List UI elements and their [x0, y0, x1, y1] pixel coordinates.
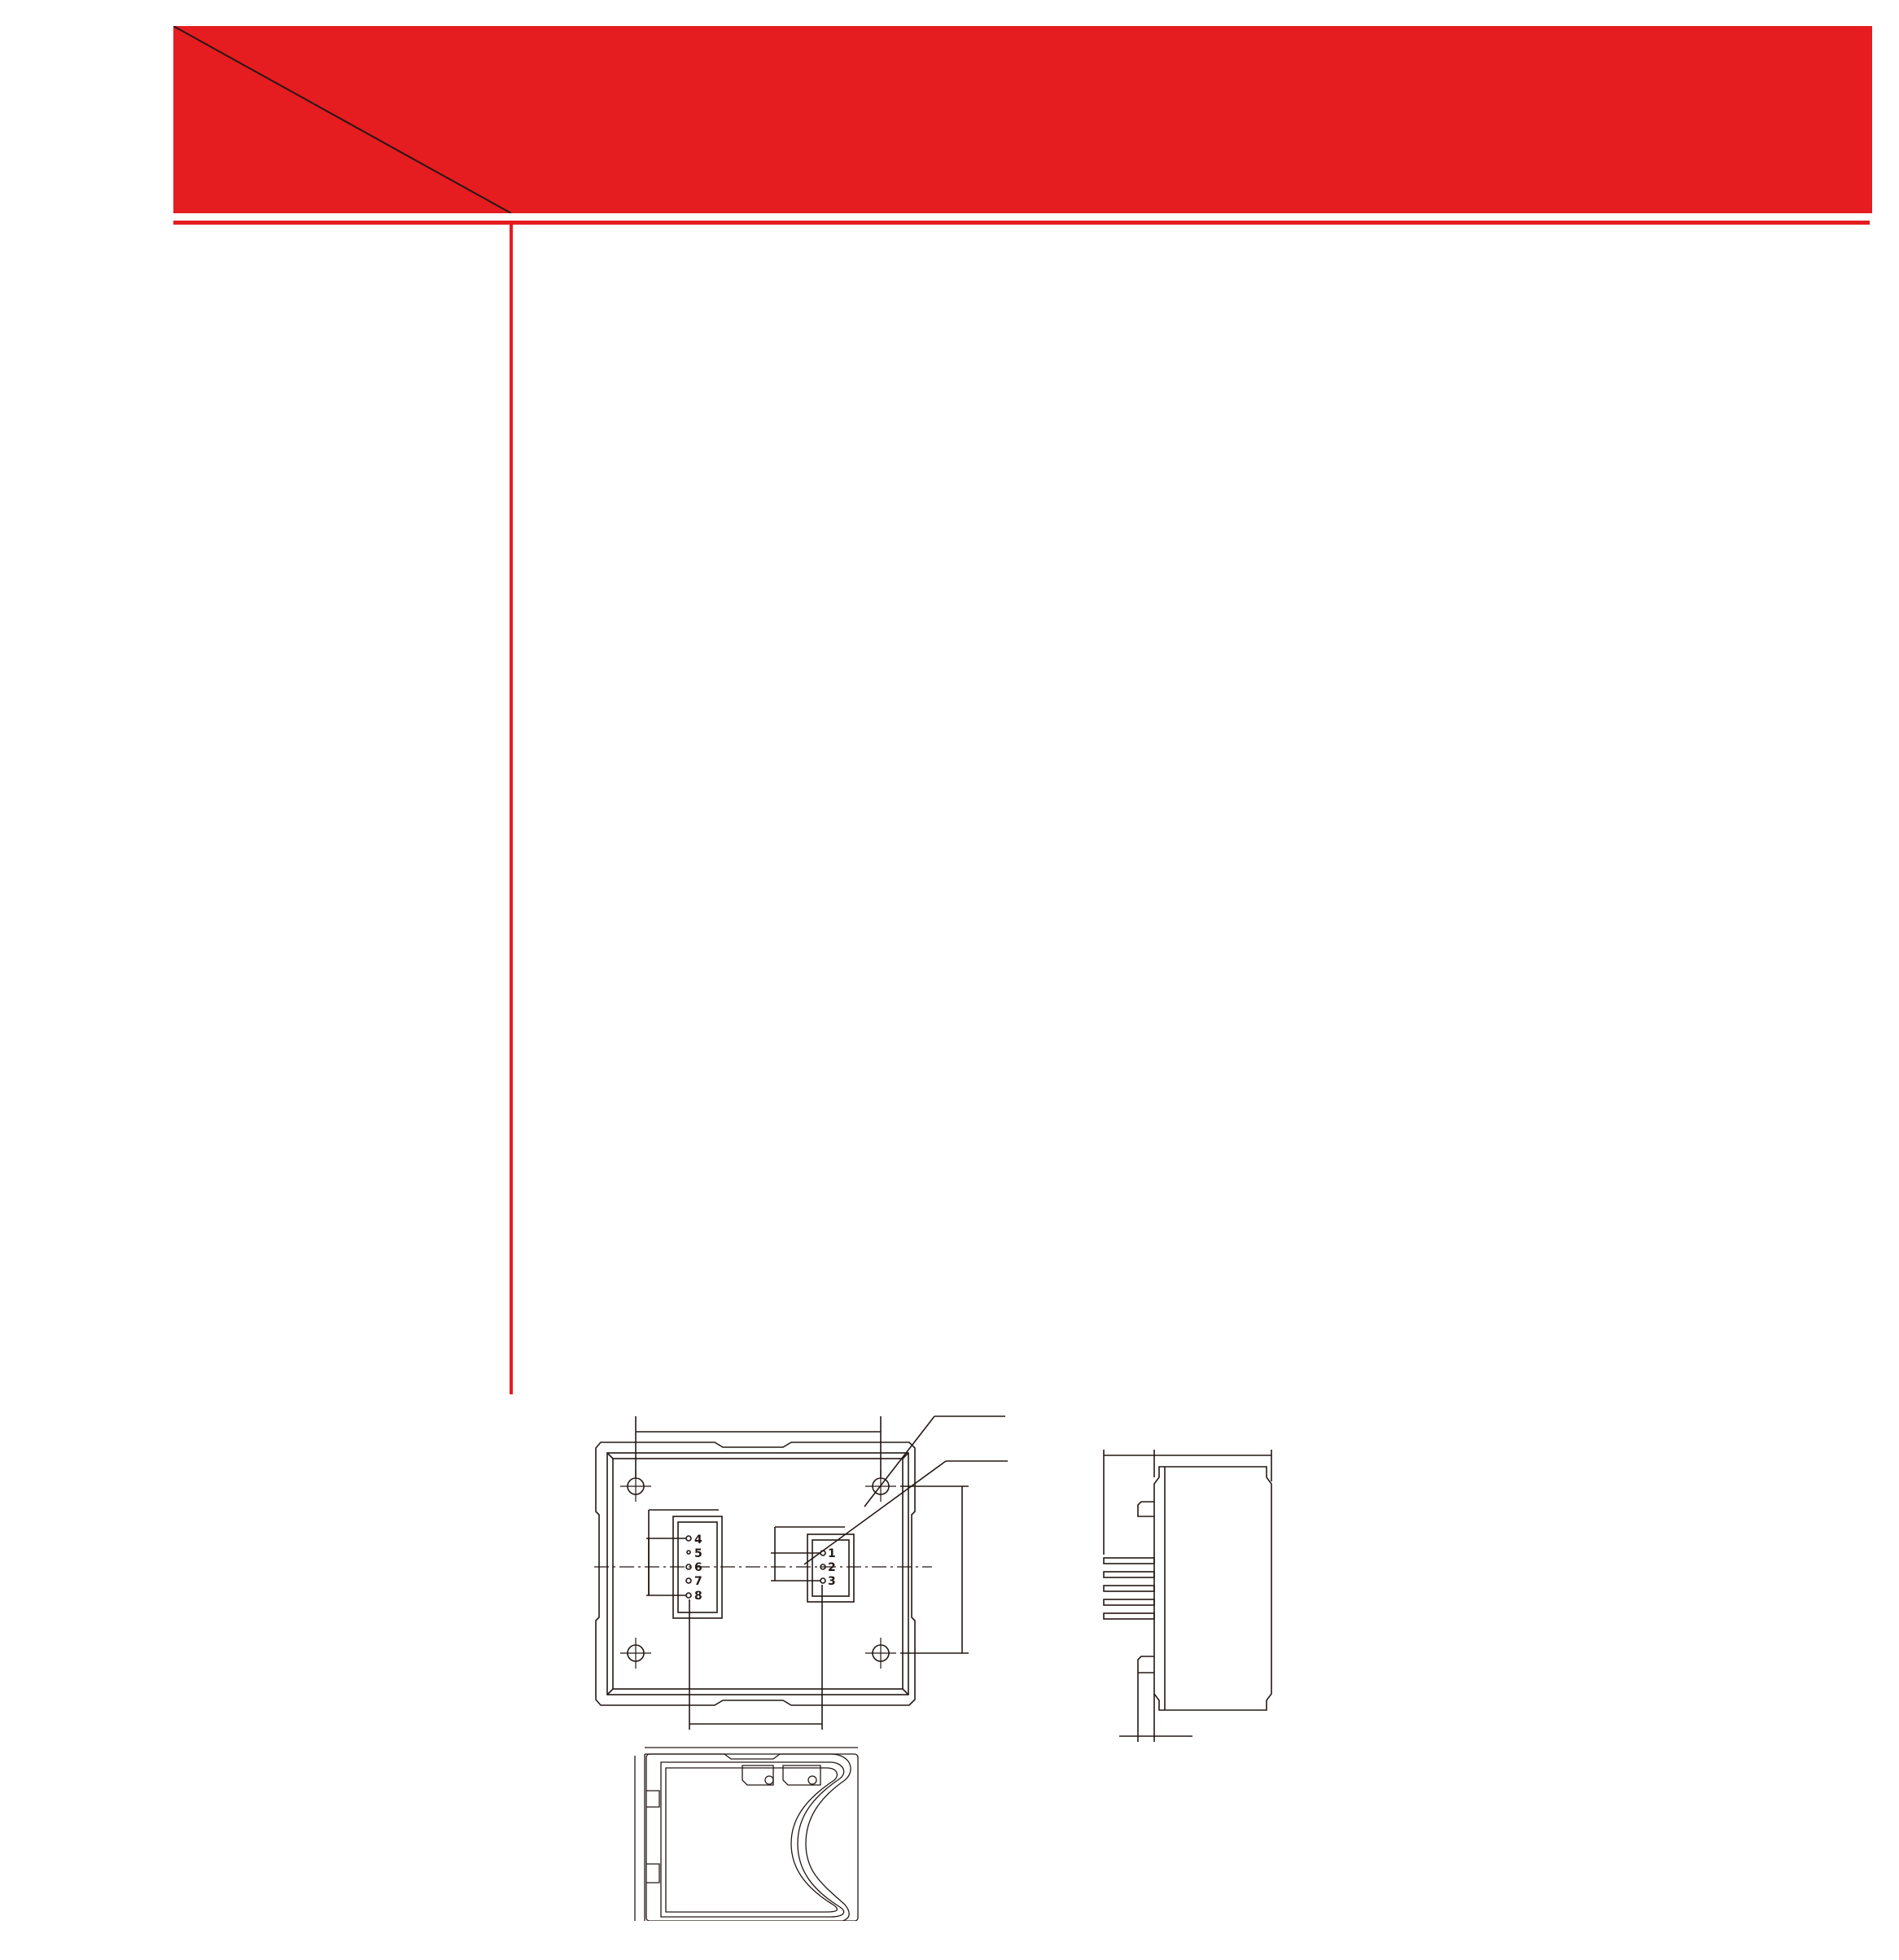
table-header — [173, 26, 1872, 213]
svg-text:7: 7 — [694, 1575, 702, 1588]
svg-text:8: 8 — [694, 1590, 702, 1603]
svg-text:2: 2 — [828, 1561, 836, 1574]
header-rule — [173, 221, 1870, 225]
front-view-drawing — [570, 1396, 1026, 1738]
svg-text:6: 6 — [694, 1561, 702, 1574]
label-column-divider — [510, 225, 513, 1394]
svg-text:1: 1 — [828, 1547, 836, 1560]
svg-text:3: 3 — [828, 1575, 836, 1588]
side-view-drawing — [1083, 1412, 1327, 1746]
bottom-view-drawing — [610, 1722, 871, 1921]
header-diagonal-divider — [173, 26, 515, 213]
svg-text:5: 5 — [694, 1547, 702, 1560]
svg-text:4: 4 — [694, 1533, 702, 1547]
